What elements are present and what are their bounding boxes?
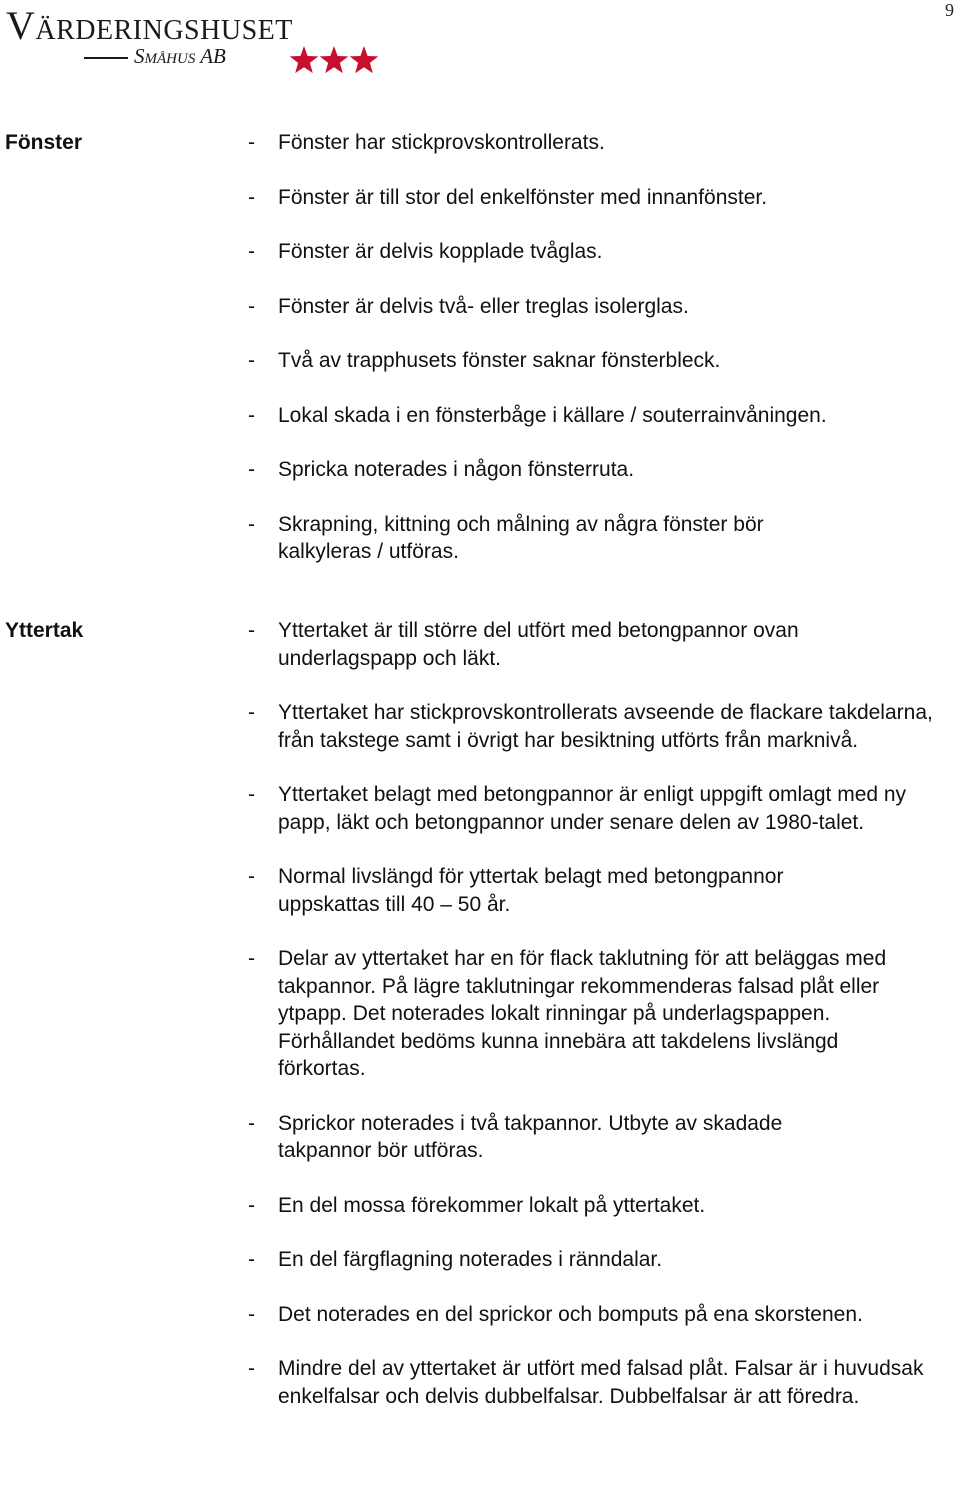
- bullet-dash: -: [248, 701, 255, 724]
- bullet-dash: -: [248, 240, 255, 263]
- item-text: Fönster har stickprovskontrollerats.: [278, 131, 605, 154]
- bullet-dash: -: [248, 1357, 255, 1380]
- list-item: [248, 293, 954, 321]
- item-text: Delar av yttertaket har en för flack taklutning för att beläggas med takpannor. På lägre taklutningar rekommenderas falsad plåt eller ytpapp. Det noterades lokalt rinningar på underlagspappen. Förhållandet bedöms kunna innebära att takdelens livslängd förkortas.: [278, 947, 887, 1080]
- item-text: Det noterades en del sprickor och bomputs på ena skorstenen.: [278, 1302, 863, 1326]
- bullet-dash: -: [248, 458, 255, 481]
- bullet-dash: -: [248, 349, 255, 372]
- bullet-dash: -: [248, 1248, 255, 1271]
- list-item: [248, 1355, 928, 1410]
- bullet-dash: -: [248, 294, 255, 318]
- bullet-dash: -: [248, 619, 255, 642]
- company-logo: [6, 2, 386, 80]
- item-text: Fönster är delvis två- eller treglas isolerglas.: [278, 294, 689, 318]
- logo-divider: [84, 57, 128, 59]
- list-item: [248, 617, 898, 672]
- item-text: Sprickor noterades i två takpannor. Utbyte av skadade takpannor bör utföras.: [278, 1111, 783, 1162]
- logo-stars-icon: [289, 42, 381, 78]
- section-label-yttertak: Yttertak: [5, 619, 84, 642]
- list-item: [248, 456, 954, 484]
- item-text: En del färgflagning noterades i ränndalar.: [278, 1248, 663, 1271]
- bullet-dash: -: [248, 512, 255, 536]
- fonster-list: [248, 129, 954, 593]
- list-item: [248, 699, 954, 754]
- bullet-dash: -: [248, 1302, 255, 1326]
- list-item: [248, 781, 908, 836]
- bullet-dash: -: [248, 185, 255, 209]
- list-item: [248, 511, 848, 566]
- bullet-dash: -: [248, 131, 255, 154]
- logo-sub-text: Småhus AB: [134, 44, 226, 68]
- list-item: [248, 1110, 868, 1165]
- list-item: [248, 945, 928, 1083]
- logo-main-text: Värderingshuset: [6, 3, 293, 48]
- bullet-dash: -: [248, 947, 255, 970]
- item-text: Fönster är delvis kopplade tvåglas.: [278, 240, 603, 263]
- item-text: Yttertaket är till större del utfört med betongpannor ovan underlagspapp och läkt.: [278, 619, 799, 670]
- star-icon: [290, 46, 319, 73]
- list-item: [248, 1246, 954, 1274]
- list-item: [248, 129, 954, 157]
- bullet-dash: -: [248, 865, 255, 888]
- item-text: Mindre del av yttertaket är utfört med falsad plåt. Falsar är i huvudsak enkelfalsar och delvis dubbelfalsar. Dubbelfalsar är att föredra.: [278, 1357, 924, 1408]
- item-text: Lokal skada i en fönsterbåge i källare / souterrainvåningen.: [278, 403, 827, 427]
- bullet-dash: -: [248, 1111, 255, 1135]
- list-item: [248, 184, 954, 212]
- list-item: [248, 347, 954, 375]
- list-item: [248, 863, 888, 918]
- yttertak-list: [248, 617, 954, 1437]
- item-text: Skrapning, kittning och målning av några fönster bör kalkyleras / utföras.: [278, 512, 764, 563]
- list-item: [248, 402, 954, 430]
- star-icon: [350, 46, 379, 73]
- bullet-dash: -: [248, 403, 255, 427]
- bullet-dash: -: [248, 1193, 255, 1217]
- item-text: Yttertaket belagt med betongpannor är enligt uppgift omlagt med ny papp, läkt och betongpannor under senare delen av 1980-talet.: [278, 783, 907, 834]
- list-item: [248, 1301, 954, 1329]
- bullet-dash: -: [248, 783, 255, 806]
- section-label-fonster: Fönster: [5, 131, 83, 154]
- page-number: 9: [945, 0, 954, 20]
- item-text: Spricka noterades i någon fönsterruta.: [278, 458, 635, 481]
- item-text: En del mossa förekommer lokalt på yttertaket.: [278, 1193, 706, 1217]
- list-item: [248, 1192, 954, 1220]
- star-icon: [320, 46, 349, 73]
- item-text: Yttertaket har stickprovskontrollerats avseende de flackare takdelarna, från takstege samt i övrigt har besiktning utförts från marknivå.: [278, 701, 933, 752]
- list-item: [248, 238, 954, 266]
- item-text: Två av trapphusets fönster saknar fönsterbleck.: [278, 349, 721, 372]
- item-text: Normal livslängd för yttertak belagt med betongpannor uppskattas till 40 – 50 år.: [278, 865, 784, 916]
- item-text: Fönster är till stor del enkelfönster med innanfönster.: [278, 185, 768, 209]
